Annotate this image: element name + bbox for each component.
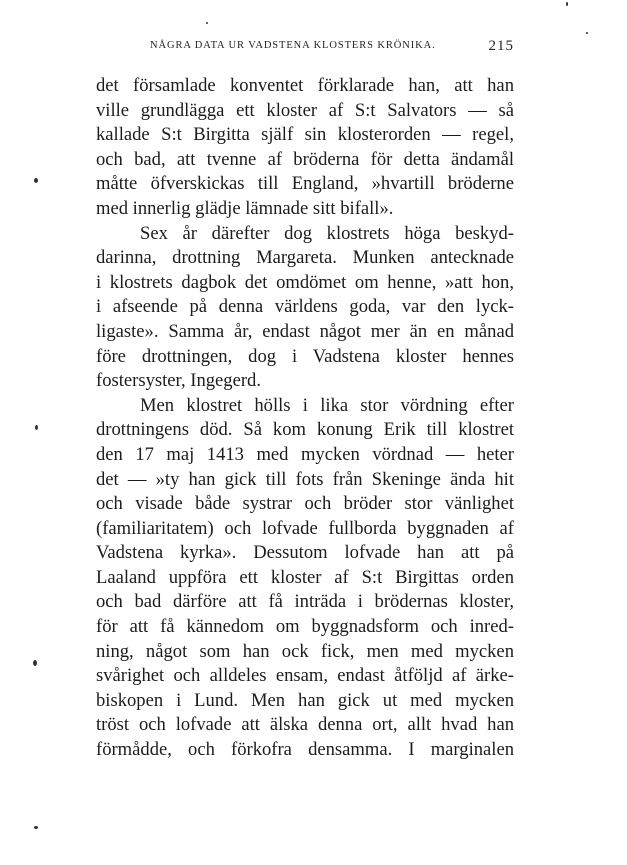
text-line: förmådde, och förkofra densamma. I marginalen [96,739,514,761]
scan-speck [34,178,38,183]
paragraph-start-line: Men klostret hölls i lika stor vördning efter [140,394,514,416]
text-line: kallade S:t Birgitta själf sin klosterorden — regel, [96,124,514,146]
text-line: ville grundlägga ett kloster af S:t Salvators — så [96,99,514,121]
text-line: före drottningen, dog i Vadstena kloster hennes [96,345,514,367]
text-line: det — »ty han gick till fots från Skeninge ända hit [96,468,514,490]
text-line: i afseende på denna världens goda, var den lyck- [96,296,514,318]
text-line: med innerlig glädje lämnade sitt bifall». [96,197,394,219]
running-header [96,40,514,60]
running-title: NÅGRA DATA UR VADSTENA KLOSTERS KRÖNIKA. [150,40,436,51]
text-line: och bad därföre att få inträda i brödernas kloster, [96,591,514,613]
paragraph-start-line: Sex år därefter dog klostrets höga beskyd- [140,222,514,244]
text-line: darinna, drottning Margareta. Munken antecknade [96,247,514,269]
page-number: 215 [488,38,514,54]
text-line: den 17 maj 1413 med mycken vördnad — heter [96,443,514,465]
text-line: (familiaritatem) och lofvade fullborda byggnaden af [96,517,514,539]
text-line: i klostrets dagbok det omdömet om henne, »att hon, [96,271,514,293]
scan-speck [206,22,208,24]
text-line: svårighet och alldeles ensam, endast åtföljd af ärke- [96,665,514,687]
text-line: tröst och lofvade att älska denna ort, allt hvad han [96,714,514,736]
body-text [96,74,514,763]
text-line: drottningens död. Så kom konung Erik till klostret [96,419,514,441]
text-line: för att få kännedom om byggnadsform och inred- [96,616,514,638]
text-line: fostersyster, Ingegerd. [96,370,261,392]
scan-speck [566,2,568,6]
text-line: Vadstena kyrka». Dessutom lofvade han att på [96,542,514,564]
scan-speck [586,32,588,34]
text-line: biskopen i Lund. Men han gick ut med mycken [96,689,514,711]
scan-speck [34,826,38,829]
scan-speck [33,660,37,666]
text-line: måtte öfverskickas till England, »hvartill bröderne [96,173,514,195]
text-line: och visade både systrar och bröder stor vänlighet [96,493,514,515]
text-line: Laaland uppföra ett kloster af S:t Birgittas orden [96,566,514,588]
text-line: ning, något som han ock fick, men med mycken [96,640,514,662]
text-line: och bad, att tvenne af bröderna för detta ändamål [96,148,514,170]
text-line: det församlade konventet förklarade han, att han [96,75,514,96]
text-line: ligaste». Samma år, endast något mer än en månad [96,320,514,342]
scan-speck [35,425,38,430]
